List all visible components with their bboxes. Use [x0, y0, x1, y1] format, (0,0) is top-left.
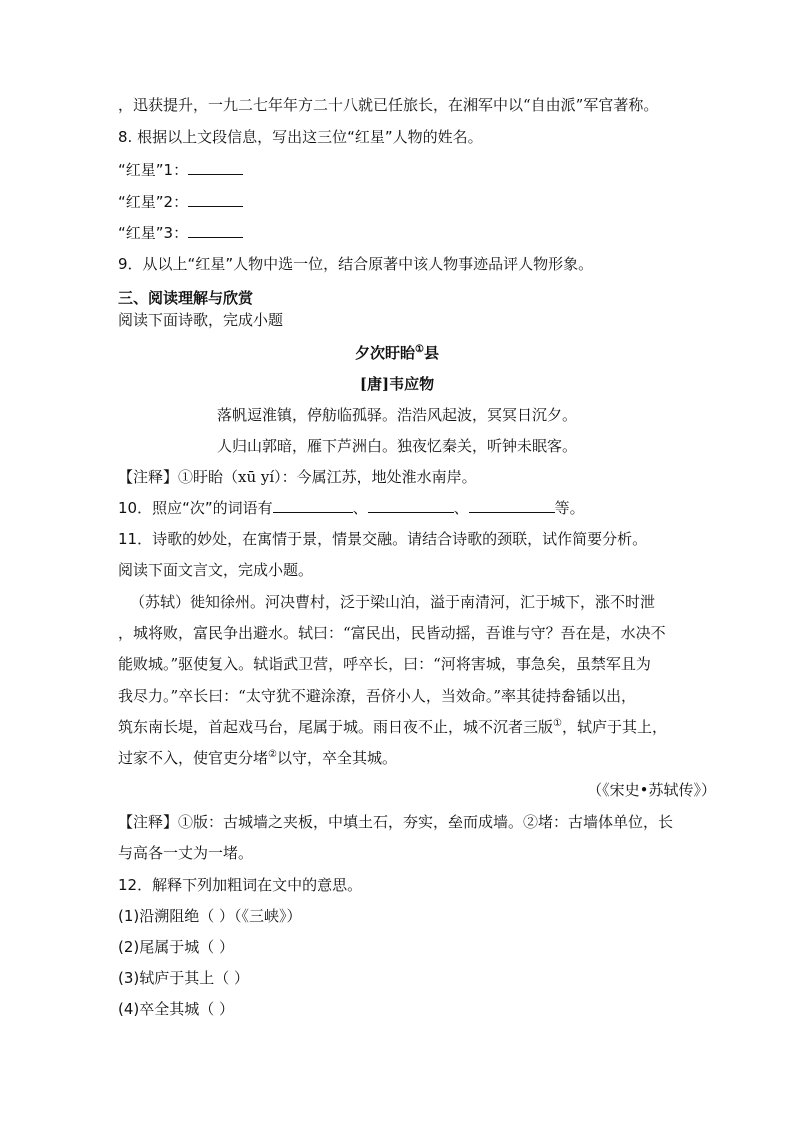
prose-line-1: （苏轼）徙知徐州。河决曹村，泛于梁山泊，溢于南清河，汇于城下，涨不时泄 [130, 593, 656, 611]
question-11: 11．诗歌的妙处，在寓情于景，情景交融。请结合诗歌的颈联，试作简要分析。 [118, 530, 648, 548]
section-3-heading: 三、阅读理解与欣赏 [118, 289, 254, 307]
poem-intro: 阅读下面诗歌，完成小题 [118, 311, 284, 329]
prose-note-text: ①版：古城墙之夹板，中填土石，夯实，垒而成墙。②堵：古墙体单位，长 [178, 813, 674, 831]
prose-line-6 [118, 748, 397, 768]
red-star-1-row [118, 160, 243, 180]
red-star-3-blank[interactable] [188, 223, 243, 238]
poem-note [118, 467, 477, 487]
poem-title-text-b: 县 [423, 344, 439, 362]
prose-line-5 [118, 717, 667, 737]
red-star-2-label: “红星”2： [118, 193, 189, 211]
prose-line-6-a: 过家不入，使官吏分堵 [118, 749, 269, 767]
poem-title-text-a: 夕次盱眙 [355, 344, 416, 362]
question-10-text: 10．照应“次”的词语有 [118, 499, 273, 517]
prose-intro: 阅读下面文言文，完成小题。 [118, 561, 314, 579]
prose-line-4: 我尽力。”卒长曰：“太守犹不避涂潦，吾侪小人，当效命。”率其徒持畚锸以出， [118, 687, 637, 705]
question-12-item-3: (3)轼庐于其上（ ） [118, 969, 250, 987]
prose-note-label: 【注释】 [118, 813, 179, 831]
question-12-item-1: (1)沿溯阻绝（ ）（《三峡》） [118, 907, 302, 925]
q10-blank-3[interactable] [469, 498, 555, 513]
question-8: 8. 根据以上文段信息，写出这三位“红星”人物的姓名。 [118, 128, 483, 146]
prose-source: （《宋史•苏轼传》） [587, 781, 716, 799]
question-12-item-2: (2)尾属于城（ ） [118, 938, 235, 956]
red-star-1-blank[interactable] [188, 160, 243, 175]
prose-line-5-b: ，轼庐于其上， [561, 718, 667, 736]
q10-blank-2[interactable] [368, 498, 454, 513]
poem-title-note-mark: ① [415, 344, 424, 355]
poem-note-label: 【注释】 [118, 468, 179, 486]
question-12-item-4: (4)卒全其城（ ） [118, 1000, 235, 1018]
q10-end: 等。 [554, 499, 585, 517]
prose-note-line-2: 与高各一丈为一堵。 [118, 844, 254, 862]
prose-note-mark-1: ① [553, 718, 562, 729]
prose-line-2: ，城将败，富民争出避水。轼曰：“富民出，民皆动摇，吾谁与守？吾在是，水决不 [118, 624, 666, 642]
poem-line-2: 人归山郭暗，雁下芦洲白。独夜忆秦关，听钟未眠客。 [216, 437, 577, 455]
poem-line-1: 落帆逗淮镇，停舫临孤驿。浩浩风起波，冥冥日沉夕。 [216, 406, 577, 424]
prose-line-6-b: 以守，卒全其城。 [276, 749, 397, 767]
red-star-1-label: “红星”1： [118, 161, 189, 179]
prose-note-mark-2: ② [268, 749, 277, 760]
prose-line-3: 能败城。”驱使复入。轼诣武卫营，呼卒长，曰：“河将害城，事急矣，虽禁军且为 [118, 655, 651, 673]
prose-line-5-a: 筑东南长堤，首起戏马台，尾属于城。雨日夜不止，城不沉者三版 [118, 718, 554, 736]
question-9: 9．从以上“红星”人物中选一位，结合原著中该人物事迹品评人物形象。 [118, 255, 594, 273]
red-star-2-row [118, 192, 243, 212]
q10-separator-1: 、 [352, 499, 368, 517]
q10-blank-1[interactable] [273, 498, 353, 513]
red-star-2-blank[interactable] [188, 192, 243, 207]
poem-note-text: ①盱眙（xū yí）：今属江苏，地处淮水南岸。 [178, 468, 477, 486]
question-10 [118, 498, 585, 518]
passage-tail-line: ，迅获提升，一九二七年年方二十八就已任旅长，在湘军中以“自由派”军官著称。 [118, 96, 659, 114]
q10-separator-2: 、 [453, 499, 469, 517]
question-12: 12．解释下列加粗词在文中的意思。 [118, 876, 363, 894]
red-star-3-row [118, 223, 243, 243]
poem-author: [唐]韦应物 [359, 375, 435, 393]
prose-note [118, 812, 673, 832]
poem-title [0, 343, 794, 363]
red-star-3-label: “红星”3： [118, 224, 189, 242]
